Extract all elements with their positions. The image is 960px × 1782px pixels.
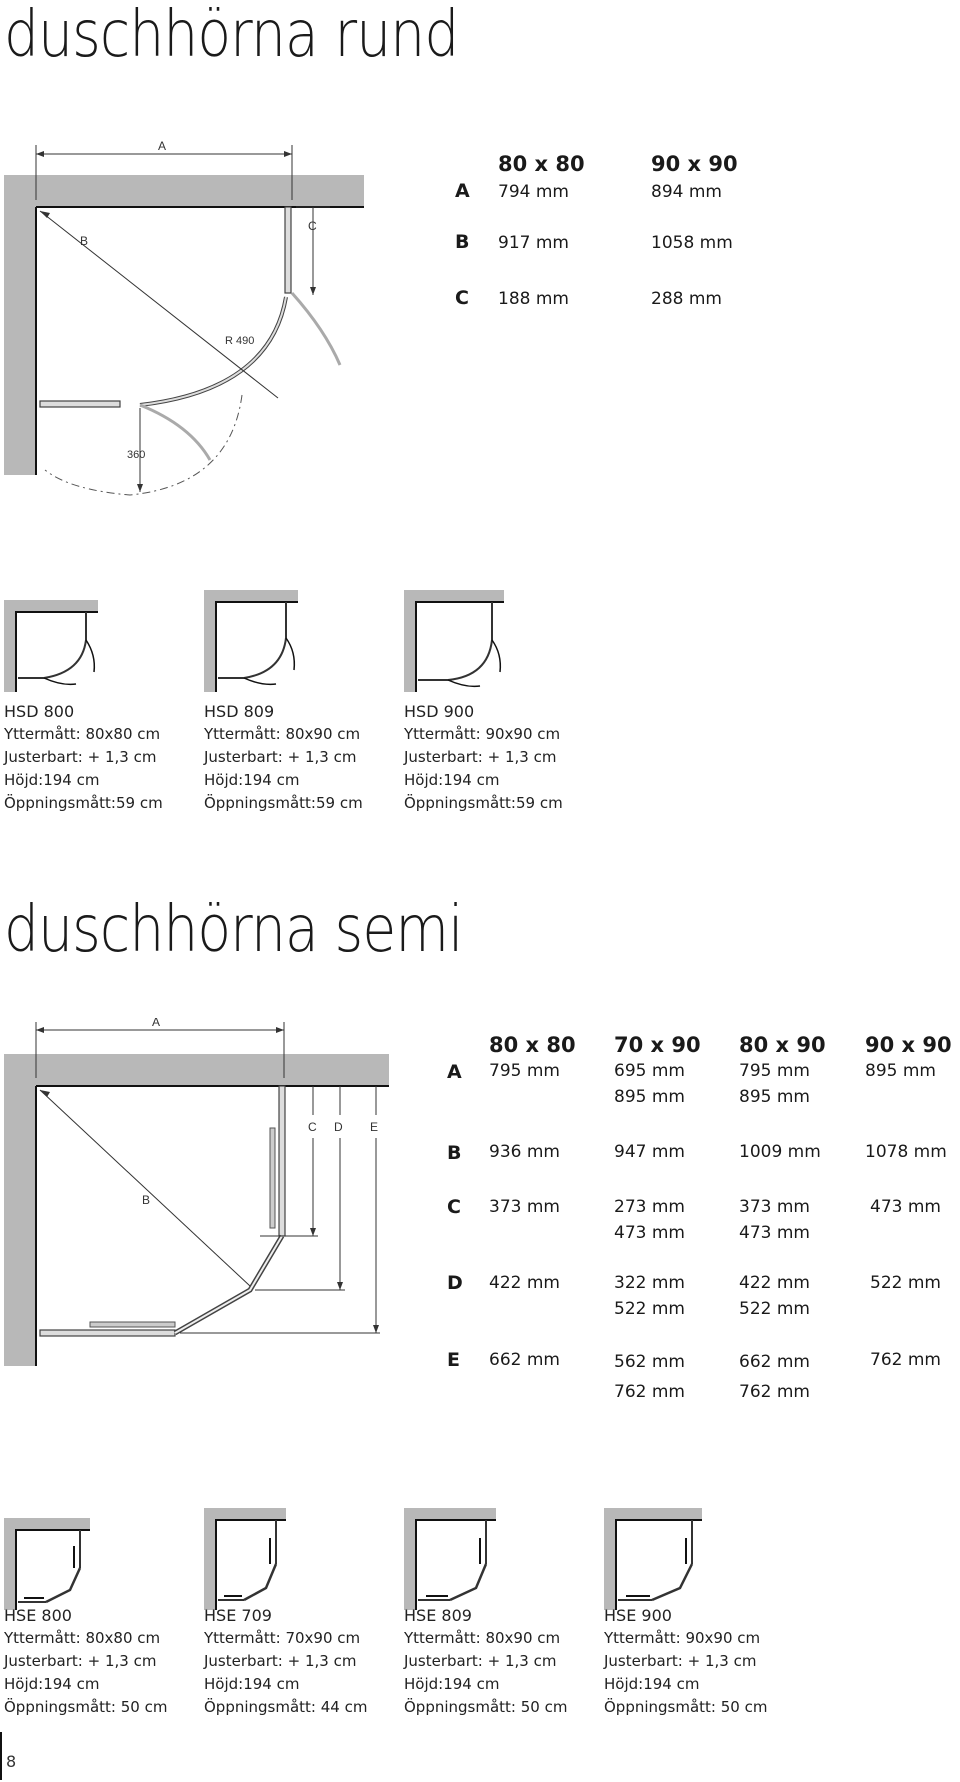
semi-cell: 322 mm 522 mm xyxy=(614,1273,685,1319)
hse-809-info xyxy=(404,1604,567,1719)
semi-col-0: 80 x 80 xyxy=(489,1033,576,1057)
rund-row-b-label: B xyxy=(455,231,470,253)
product-name: HSD 809 xyxy=(204,702,275,721)
semi-dim-c-label: C xyxy=(308,1120,317,1134)
rund-swing-label: 360 xyxy=(127,449,146,461)
semi-wall-top xyxy=(4,1054,389,1086)
product-outer: Yttermått: 80x90 cm xyxy=(204,725,361,743)
product-adjust: Justerbart: + 1,3 cm xyxy=(404,1652,557,1670)
product-opening: Öppningsmått: 50 cm xyxy=(604,1698,768,1716)
semi-cell: 795 mm xyxy=(489,1061,560,1081)
product-height: Höjd:194 cm xyxy=(204,771,300,789)
product-opening: Öppningsmått:59 cm xyxy=(204,794,363,812)
product-name: HSE 709 xyxy=(204,1606,272,1625)
rund-wall-top xyxy=(4,175,364,207)
semi-cell: 936 mm xyxy=(489,1142,560,1162)
product-outer: Yttermått: 80x80 cm xyxy=(4,725,161,743)
product-adjust: Justerbart: + 1,3 cm xyxy=(204,748,357,766)
hsd-900-info xyxy=(404,700,563,815)
product-height: Höjd:194 cm xyxy=(404,1675,500,1693)
semi-cell: 562 mm 762 mm xyxy=(614,1352,685,1402)
semi-row-e-label: E xyxy=(447,1349,460,1371)
semi-cell: 373 mm 473 mm xyxy=(739,1197,810,1243)
semi-cell: 373 mm xyxy=(489,1197,560,1217)
product-adjust: Justerbart: + 1,3 cm xyxy=(204,1652,357,1670)
semi-cell: 762 mm xyxy=(870,1350,941,1370)
product-opening: Öppningsmått: 50 cm xyxy=(404,1698,568,1716)
product-opening: Öppningsmått: 44 cm xyxy=(204,1698,368,1716)
semi-row-c-label: C xyxy=(447,1196,461,1218)
product-outer: Yttermått: 90x90 cm xyxy=(604,1629,761,1647)
hsd-809-thumbnail xyxy=(204,590,300,692)
product-outer: Yttermått: 80x80 cm xyxy=(4,1629,161,1647)
semi-dim-d-label: D xyxy=(334,1120,343,1134)
rund-diagram xyxy=(0,140,370,570)
semi-cell: 947 mm xyxy=(614,1142,685,1162)
rund-wall-left xyxy=(4,175,36,475)
semi-cell: 522 mm xyxy=(870,1273,941,1293)
product-adjust: Justerbart: + 1,3 cm xyxy=(4,1652,157,1670)
page-number: 8 xyxy=(6,1752,17,1771)
product-name: HSE 809 xyxy=(404,1606,472,1625)
semi-cell: 695 mm 895 mm xyxy=(614,1061,685,1107)
product-height: Höjd:194 cm xyxy=(4,771,100,789)
rund-cell: 917 mm xyxy=(498,233,569,253)
rund-row-a-label: A xyxy=(455,180,470,202)
product-height: Höjd:194 cm xyxy=(604,1675,700,1693)
hse-800-info xyxy=(4,1604,167,1719)
rund-cell: 894 mm xyxy=(651,182,722,202)
semi-wall-left xyxy=(4,1054,36,1366)
product-name: HSD 900 xyxy=(404,702,475,721)
product-height: Höjd:194 cm xyxy=(4,1675,100,1693)
semi-title: duschhörna semi xyxy=(4,893,463,967)
rund-cell: 288 mm xyxy=(651,289,722,309)
rund-dim-a-label: A xyxy=(158,140,167,153)
product-name: HSE 800 xyxy=(4,1606,72,1625)
rund-title: duschhörna rund xyxy=(4,0,459,72)
hse-809-thumbnail xyxy=(404,1508,500,1610)
product-adjust: Justerbart: + 1,3 cm xyxy=(604,1652,757,1670)
product-adjust: Justerbart: + 1,3 cm xyxy=(404,748,557,766)
rund-dim-b-label: B xyxy=(80,234,89,248)
product-adjust: Justerbart: + 1,3 cm xyxy=(4,748,157,766)
semi-dim-e-label: E xyxy=(370,1120,379,1134)
semi-dim-b-label: B xyxy=(142,1193,151,1207)
product-height: Höjd:194 cm xyxy=(404,771,500,789)
semi-dim-a-label: A xyxy=(152,1018,161,1029)
rund-radius-label: R 490 xyxy=(225,335,255,347)
semi-cell: 662 mm 762 mm xyxy=(739,1352,810,1402)
hsd-809-info xyxy=(204,700,363,815)
rund-row-c-label: C xyxy=(455,287,469,309)
product-name: HSE 900 xyxy=(604,1606,672,1625)
hsd-900-thumbnail xyxy=(404,590,506,692)
product-outer: Yttermått: 90x90 cm xyxy=(404,725,561,743)
product-height: Höjd:194 cm xyxy=(204,1675,300,1693)
rund-dim-c-label: C xyxy=(308,219,317,233)
hse-709-info xyxy=(204,1604,367,1719)
product-opening: Öppningsmått:59 cm xyxy=(4,794,163,812)
semi-col-1: 70 x 90 xyxy=(614,1033,701,1057)
rund-cell: 794 mm xyxy=(498,182,569,202)
rund-cell: 1058 mm xyxy=(651,233,733,253)
product-outer: Yttermått: 80x90 cm xyxy=(404,1629,561,1647)
hse-709-thumbnail xyxy=(204,1508,290,1610)
semi-row-d-label: D xyxy=(447,1272,463,1294)
rund-col-1: 90 x 90 xyxy=(651,152,738,176)
hsd-800-info xyxy=(4,700,163,815)
semi-cell: 1009 mm xyxy=(739,1142,821,1162)
semi-diagram xyxy=(0,1018,400,1383)
product-opening: Öppningsmått:59 cm xyxy=(404,794,563,812)
semi-col-3: 90 x 90 xyxy=(865,1033,952,1057)
semi-cell: 422 mm 522 mm xyxy=(739,1273,810,1319)
semi-row-a-label: A xyxy=(447,1061,462,1083)
product-name: HSD 800 xyxy=(4,702,75,721)
semi-cell: 662 mm xyxy=(489,1350,560,1370)
semi-cell: 473 mm xyxy=(870,1197,941,1217)
hse-900-thumbnail xyxy=(604,1508,704,1610)
hse-800-thumbnail xyxy=(4,1518,94,1610)
product-outer: Yttermått: 70x90 cm xyxy=(204,1629,361,1647)
semi-cell: 422 mm xyxy=(489,1273,560,1293)
semi-cell: 1078 mm xyxy=(865,1142,947,1162)
product-opening: Öppningsmått: 50 cm xyxy=(4,1698,168,1716)
hsd-800-thumbnail xyxy=(4,600,100,692)
rund-cell: 188 mm xyxy=(498,289,569,309)
semi-col-2: 80 x 90 xyxy=(739,1033,826,1057)
semi-cell: 273 mm 473 mm xyxy=(614,1197,685,1243)
page-margin-rule xyxy=(0,1732,2,1780)
semi-cell: 895 mm xyxy=(865,1061,936,1081)
hse-900-info xyxy=(604,1604,767,1719)
semi-row-b-label: B xyxy=(447,1142,462,1164)
rund-col-0: 80 x 80 xyxy=(498,152,585,176)
semi-cell: 795 mm 895 mm xyxy=(739,1061,810,1107)
